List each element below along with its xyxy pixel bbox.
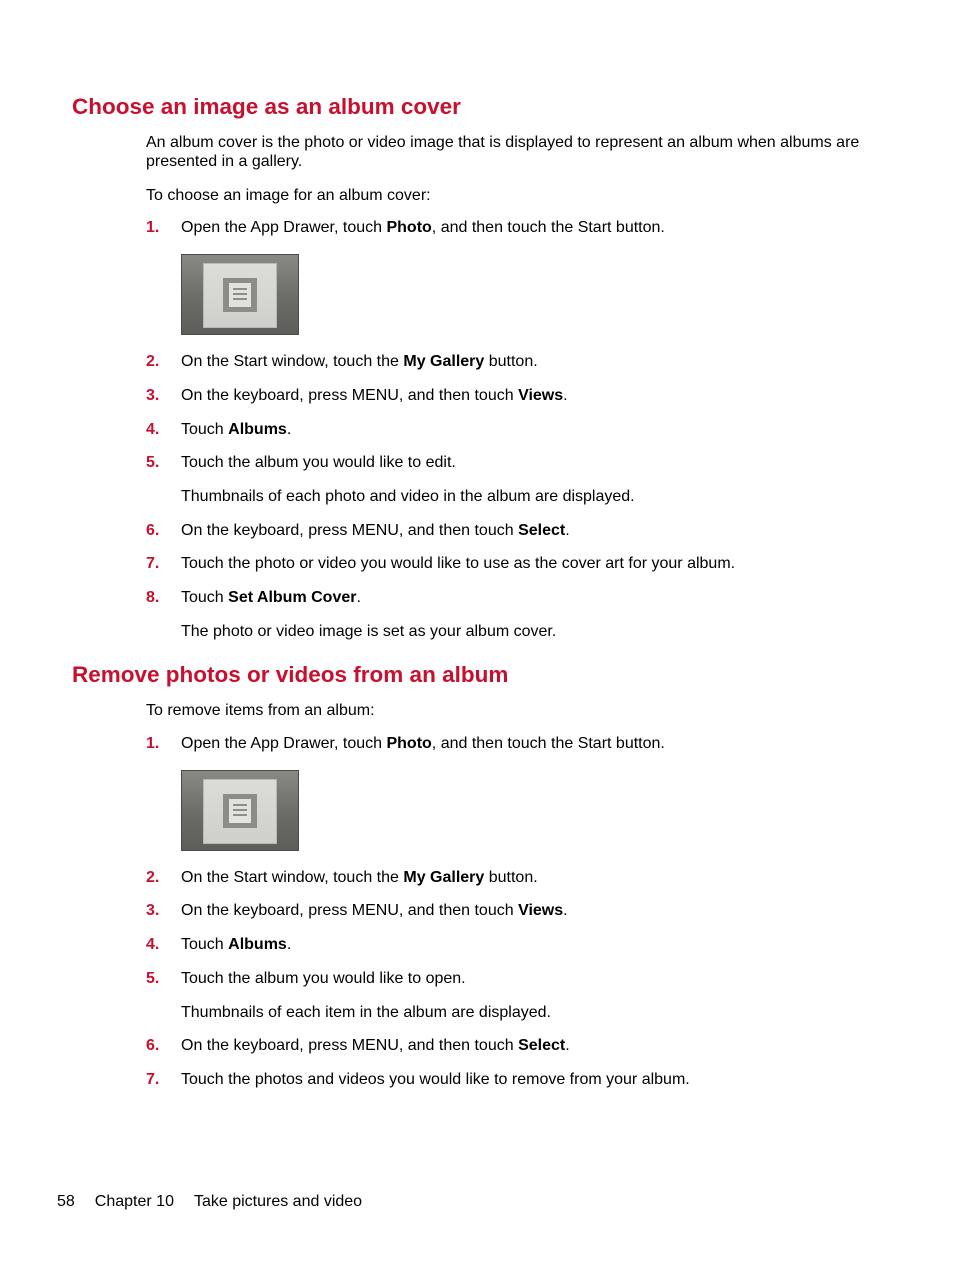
step-text: On the keyboard, press MENU, and then touch Views. [181,387,568,404]
step-number: 5. [146,970,160,987]
step-number: 6. [146,522,160,539]
page-number: 58 [57,1193,75,1210]
section-title-remove-items: Remove photos or videos from an album [72,662,509,687]
section-title-album-cover: Choose an image as an album cover [72,94,461,119]
menu-icon [223,278,257,312]
step-text: On the Start window, touch the My Gallery button. [181,353,538,370]
step-text: On the keyboard, press MENU, and then touch Views. [181,902,568,919]
step-number: 3. [146,387,160,404]
page-footer [57,1193,382,1211]
start-button-image [181,770,299,851]
step-number: 2. [146,869,160,886]
step-number: 1. [146,219,160,236]
step-text: On the Start window, touch the My Gallery button. [181,869,538,886]
step-text: Touch Albums. [181,936,292,953]
step-text: Touch Set Album Cover. [181,589,361,606]
step-text: On the keyboard, press MENU, and then touch Select. [181,1037,570,1054]
step-number: 4. [146,936,160,953]
step-note: Thumbnails of each item in the album are displayed. [181,1004,551,1021]
step-text: Open the App Drawer, touch Photo, and then touch the Start button. [181,219,665,236]
step-number: 5. [146,454,160,471]
step-number: 3. [146,902,160,919]
step-note: The photo or video image is set as your album cover. [181,623,557,640]
section-lead: To choose an image for an album cover: [146,187,431,204]
chapter-title: Take pictures and video [193,1193,363,1210]
step-number: 6. [146,1037,160,1054]
step-text: Touch the photos and videos you would like to remove from your album. [181,1071,690,1088]
step-text: On the keyboard, press MENU, and then touch Select. [181,522,570,539]
step-text: Touch the album you would like to open. [181,970,466,987]
step-note: Thumbnails of each photo and video in the album are displayed. [181,488,635,505]
step-text: Touch the album you would like to edit. [181,454,456,471]
step-number: 7. [146,1071,160,1088]
step-text: Touch Albums. [181,421,292,438]
section-intro: An album cover is the photo or video image that is displayed to represent an album when albums are presented in a gallery. [146,134,860,170]
step-text: Open the App Drawer, touch Photo, and then touch the Start button. [181,735,665,752]
step-number: 4. [146,421,160,438]
menu-icon [223,794,257,828]
step-number: 2. [146,353,160,370]
section-lead: To remove items from an album: [146,702,375,719]
step-text: Touch the photo or video you would like to use as the cover art for your album. [181,555,736,572]
step-number: 8. [146,589,160,606]
chapter-label: Chapter 10 [94,1193,174,1210]
step-number: 7. [146,555,160,572]
start-button-image [181,254,299,335]
step-number: 1. [146,735,160,752]
